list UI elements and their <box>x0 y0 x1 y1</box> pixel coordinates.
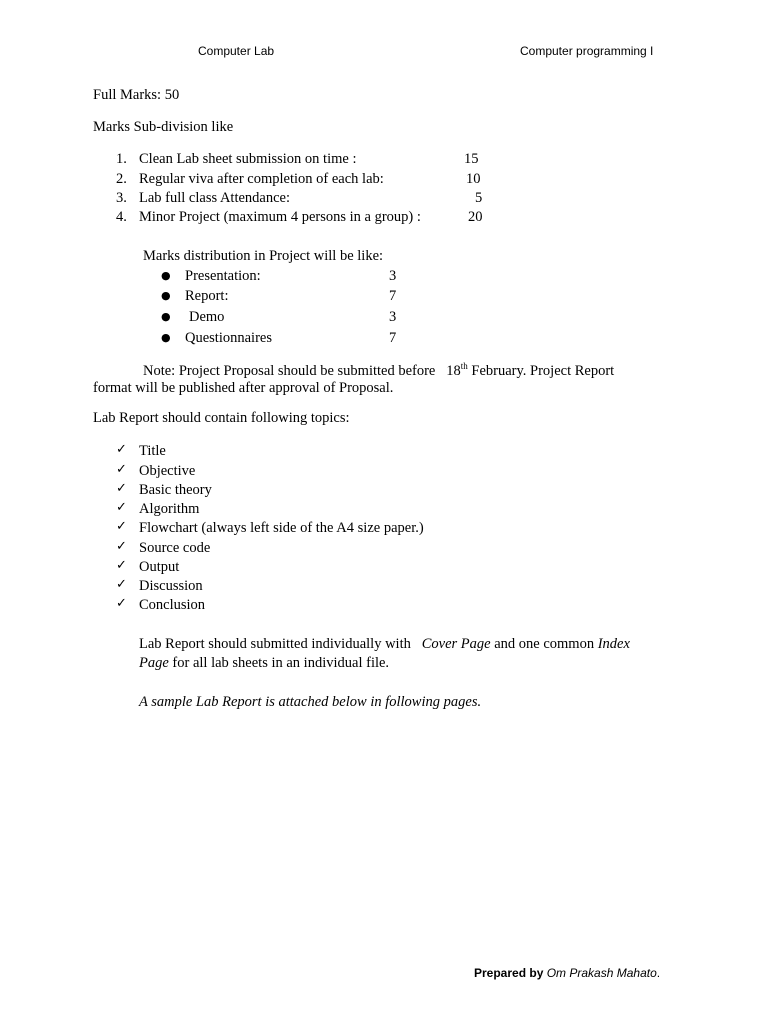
item-label: Questionnaires <box>185 330 272 346</box>
item-value: 3 <box>389 309 397 325</box>
header-left: Computer Lab <box>198 44 275 58</box>
bullet-icon: ● <box>161 331 171 344</box>
item-number: 3. <box>116 190 127 206</box>
note-text-1: Note: Project Proposal should be submitted before <box>143 363 436 379</box>
bullet-icon: ● <box>161 289 171 302</box>
project-intro: Marks distribution in Project will be like: <box>143 248 384 264</box>
page-text: Page <box>139 655 169 671</box>
note-day: 18 <box>446 363 461 379</box>
submission-line-2 <box>139 655 389 672</box>
item-label: Demo <box>189 309 225 325</box>
note-line-2: format will be published after approval of Proposal. <box>93 380 394 396</box>
submission-text-b: and one common <box>494 636 595 652</box>
header-right: Computer programming I <box>520 44 654 58</box>
check-icon: ✓ <box>116 462 127 477</box>
item-label: Presentation: <box>185 268 261 284</box>
check-icon: ✓ <box>116 442 127 457</box>
author-name: Om Prakash Mahato <box>546 966 657 980</box>
cover-page-text: Cover Page <box>421 636 491 652</box>
item-value: 10 <box>466 171 481 187</box>
topic-label: Objective <box>139 463 196 479</box>
topic-label: Source code <box>139 540 211 556</box>
item-value: 3 <box>389 268 397 284</box>
topic-label: Discussion <box>139 578 203 594</box>
note-day-suffix: th <box>460 361 468 371</box>
item-label: Report: <box>185 288 229 304</box>
submission-line-1 <box>139 636 630 653</box>
topic-label: Flowchart (always left side of the A4 size paper.) <box>139 520 424 536</box>
item-value: 7 <box>389 288 397 304</box>
topic-label: Output <box>139 559 180 575</box>
prepared-label: Prepared by <box>474 966 544 980</box>
item-value: 5 <box>475 190 483 206</box>
check-icon: ✓ <box>116 519 127 534</box>
footer-credit <box>474 966 660 980</box>
full-marks: Full Marks: 50 <box>93 87 180 103</box>
sample-note: A sample Lab Report is attached below in following pages. <box>139 694 482 710</box>
footer-period: . <box>656 966 661 980</box>
note-text-2: February. Project Report <box>471 363 615 379</box>
item-label: Lab full class Attendance: <box>139 190 290 206</box>
item-value: 20 <box>468 209 483 225</box>
lab-report-intro: Lab Report should contain following topics: <box>93 410 350 426</box>
check-icon: ✓ <box>116 596 127 611</box>
item-number: 1. <box>116 151 127 167</box>
topic-label: Algorithm <box>139 501 200 517</box>
submission-text-a: Lab Report should submitted individually with <box>139 636 411 652</box>
item-value: 15 <box>464 151 479 167</box>
bullet-icon: ● <box>161 310 171 323</box>
check-icon: ✓ <box>116 558 127 573</box>
check-icon: ✓ <box>116 481 127 496</box>
check-icon: ✓ <box>116 539 127 554</box>
topic-label: Conclusion <box>139 597 206 613</box>
item-value: 7 <box>389 330 397 346</box>
note-line-1 <box>143 361 614 380</box>
item-number: 4. <box>116 209 127 225</box>
subdivision-intro: Marks Sub-division like <box>93 119 234 135</box>
submission-text-c: for all lab sheets in an individual file. <box>172 655 390 671</box>
item-label: Minor Project (maximum 4 persons in a group) : <box>139 209 421 225</box>
check-icon: ✓ <box>116 577 127 592</box>
topic-label: Title <box>139 443 166 459</box>
index-text: Index <box>597 636 630 652</box>
bullet-icon: ● <box>161 269 171 282</box>
item-label: Clean Lab sheet submission on time : <box>139 151 357 167</box>
item-label: Regular viva after completion of each lab: <box>139 171 384 187</box>
item-number: 2. <box>116 171 127 187</box>
check-icon: ✓ <box>116 500 127 515</box>
topic-label: Basic theory <box>139 482 212 498</box>
